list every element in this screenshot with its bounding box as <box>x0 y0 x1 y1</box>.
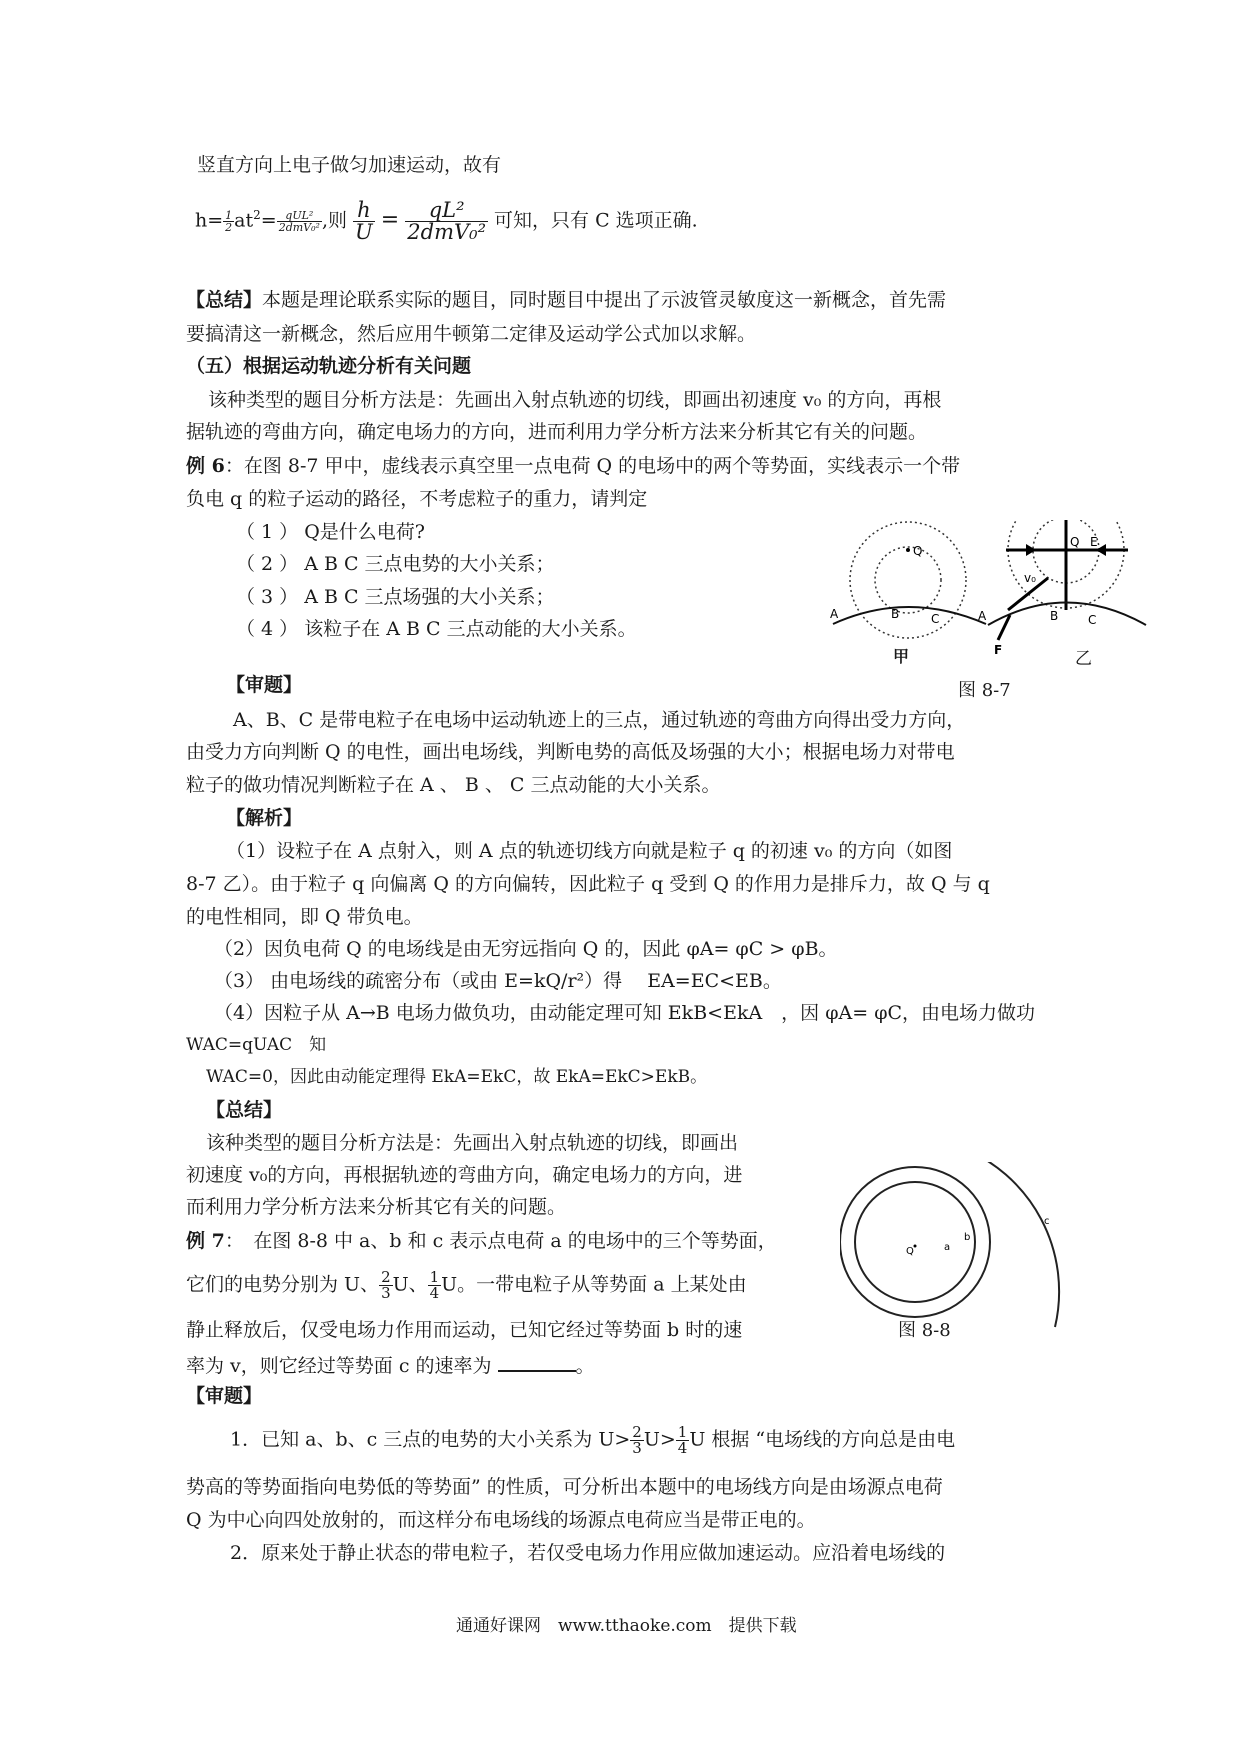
example7-text1: ： 在图 8-8 中 a、b 和 c 表示点电荷 a 的电场中的三个等势面， <box>224 1230 777 1252</box>
example7-line2 <box>186 1270 747 1301</box>
label-a-left: A <box>830 607 839 621</box>
label-q-88: Q <box>906 1246 914 1257</box>
review2-text1c: U 根据 “电场线的方向总是由电 <box>689 1428 956 1451</box>
label-e-right: E <box>1090 535 1098 549</box>
example7-tag: 例 7 <box>186 1230 225 1252</box>
example6-q2: （ 2 ） A B C 三点电势的大小关系； <box>236 553 555 575</box>
formula-sep: ,则 <box>321 209 347 232</box>
fraction-result: $\frac{\text{qL²}}{\text{2dmV₀²}}$ <box>407 198 486 244</box>
summary2-tag: 【总结】 <box>206 1099 283 1121</box>
review2-p1-line3: Q 为中心向四处放射的，而这样分布电场线的场源点电荷应当是带正电的。 <box>186 1509 816 1531</box>
label-c-left: C <box>931 612 940 626</box>
method-line1: 该种类型的题目分析方法是：先画出入射点轨迹的切线，即画出初速度 v₀ 的方向，再根 <box>208 389 942 411</box>
summary2-line2: 初速度 v₀的方向，再根据轨迹的弯曲方向，确定电场力的方向，进 <box>186 1164 743 1186</box>
example6-text1: ：在图 8-7 甲中，虚线表示真空里一点电荷 Q 的电场中的两个等势面，实线表示一个带 <box>224 455 961 477</box>
example6-q3: （ 3 ） A B C 三点场强的大小关系； <box>236 586 555 608</box>
example7-line1 <box>186 1230 777 1253</box>
review2-tag: 【审题】 <box>186 1385 263 1407</box>
example6-line2: 负电 q 的粒子运动的路径，不考虑粒子的重力，请判定 <box>186 488 648 510</box>
label-c-right: C <box>1088 613 1097 627</box>
equipotential-outer <box>850 522 966 638</box>
example7-text2a: 它们的电势分别为 U、 <box>186 1273 380 1296</box>
review1-line1: A、B、C 是带电粒子在电场中运动轨迹上的三点，通过轨迹的弯曲方向得出受力方向， <box>233 709 966 731</box>
example6-q1: （ 1 ） Q是什么电荷? <box>236 521 425 543</box>
review1-tag: 【审题】 <box>226 674 303 696</box>
review2-text1a: 1．已知 a、b、c 三点的电势的大小关系为 U> <box>230 1428 631 1451</box>
method-line2: 据轨迹的弯曲方向，确定电场力的方向，进而利用力学分析方法来分析其它有关的问题。 <box>186 421 928 443</box>
charge-point <box>914 1245 917 1248</box>
formula-sup: 2 <box>253 208 261 223</box>
analysis-2: （2）因负电荷 Q 的电场线是由无穷远指向 Q 的，因此 φA= φC > φB。 <box>214 938 838 960</box>
figure-left-jia <box>830 522 986 638</box>
summary2-line1: 该种类型的题目分析方法是：先画出入射点轨迹的切线，即画出 <box>206 1132 739 1154</box>
fraction-two-thirds: $\frac{2}{3}$ <box>381 1268 391 1302</box>
answer-blank[interactable] <box>498 1352 576 1372</box>
label-b-right: B <box>1050 609 1059 623</box>
formula-eq: = <box>260 209 277 232</box>
example6-tag: 例 6 <box>186 455 225 477</box>
fig-label-jia: 甲 <box>893 647 910 666</box>
label-b-left: B <box>891 607 900 621</box>
figure-8-7 <box>828 520 1148 670</box>
review2-text1b: U> <box>643 1428 676 1451</box>
label-v0-right: v₀ <box>1024 571 1036 585</box>
formula-eq2: = <box>380 207 400 233</box>
analysis-3: （3） 由电场线的疏密分布（或由 E=kQ/r²）得 EA=EC<EB。 <box>214 970 782 992</box>
review2-p1-line2: 势高的等势面指向电势低的等势面” 的性质，可分析出本题中的电场线方向是由场源点电荷 <box>186 1476 943 1498</box>
analysis-1-line1: （1）设粒子在 A 点射入，则 A 点的轨迹切线方向就是粒子 q 的初速 v₀ 的方向（如图 <box>226 840 953 862</box>
example7-text2c: U。一带电粒子从等势面 a 上某处由 <box>441 1273 747 1296</box>
fraction-one-quarter-2: $\frac{1}{4}$ <box>677 1423 688 1457</box>
example7-line3: 静止释放后，仅受电场力作用而运动，已知它经过等势面 b 时的速 <box>186 1319 743 1341</box>
label-c-88: c <box>1044 1216 1050 1227</box>
analysis-tag: 【解析】 <box>226 807 303 829</box>
label-q-right: Q <box>1070 535 1080 549</box>
example7-text4-end: 。 <box>575 1355 595 1377</box>
analysis-4-line3: WAC=0，因此由动能定理得 EkA=EkC，故 EkA=EkC>EkB。 <box>206 1067 708 1087</box>
analysis-4-line1: （4）因粒子从 A→B 电场力做负功，由动能定理可知 EkB<EkA ，因 φA= φC，由电场力做功 <box>214 1002 1036 1024</box>
text-vertical-motion: 竖直方向上电子做匀加速运动，故有 <box>197 154 502 176</box>
summary1-line1 <box>186 289 946 312</box>
analysis-4-line2: WAC=qUAC 知 <box>186 1035 327 1055</box>
fraction-one-quarter: $\frac{1}{4}$ <box>429 1268 440 1302</box>
label-f-right: F <box>994 643 1003 657</box>
page-footer: 通通好课网 www.tthaoke.com 提供下载 <box>456 1616 797 1636</box>
analysis-1-line2: 8-7 乙）。由于粒子 q 向偏离 Q 的方向偏转，因此粒子 q 受到 Q 的作用力是排斥力，故 Q 与 q <box>186 873 990 895</box>
equipotential-inner <box>875 547 941 613</box>
charge-q-dot <box>906 548 910 552</box>
example7-text4: 率为 v，则它经过等势面 c 的速率为 <box>186 1355 492 1377</box>
arrow-left <box>1026 544 1036 556</box>
summary1-text1: 本题是理论联系实际的题目，同时题目中提出了示波管灵敏度这一新概念，首先需 <box>262 289 947 311</box>
figure-right-yi <box>978 520 1146 657</box>
equipotential-b <box>855 1182 975 1302</box>
review1-line2: 由受力方向判断 Q 的电性，画出电场线，判断电势的高低及场强的大小；根据电场力对带电 <box>186 741 955 763</box>
formula-line <box>195 200 698 243</box>
formula-conclusion: 可知，只有 C 选项正确. <box>494 209 698 232</box>
fraction-h-over-u: $\frac{h}{U}$ <box>355 198 373 244</box>
label-b-88: b <box>964 1232 971 1243</box>
summary-tag: 【总结】 <box>186 289 263 311</box>
example6-line1 <box>186 455 960 478</box>
analysis-1-line3: 的电性相同，即 Q 带负电。 <box>186 906 423 928</box>
fraction-half: $\frac{1}{2}$ <box>225 209 233 234</box>
fraction-two-thirds-2: $\frac{2}{3}$ <box>632 1423 642 1457</box>
fig-label-yi: 乙 <box>1075 649 1092 669</box>
fraction-small: $\frac{\text{qUL²}}{\text{2dmV₀²}}$ <box>278 209 320 234</box>
figure-8-8-caption: 图 8-8 <box>898 1320 951 1341</box>
label-a-right: A <box>978 609 987 623</box>
summary2-line3: 而利用力学分析方法来分析其它有关的问题。 <box>186 1196 567 1218</box>
example7-text2b: U、 <box>392 1273 428 1296</box>
formula-h: h= <box>195 209 224 232</box>
review1-line3: 粒子的做功情况判断粒子在 A 、 B 、 C 三点动能的大小关系。 <box>186 774 721 796</box>
summary1-line2: 要搞清这一新概念，然后应用牛顿第二定律及运动学公式加以求解。 <box>186 323 757 345</box>
review2-p2: 2．原来处于静止状态的带电粒子，若仅受电场力作用应做加速运动。应沿着电场线的 <box>230 1542 946 1564</box>
example6-q4: （ 4 ） 该粒子在 A B C 三点动能的大小关系。 <box>236 618 637 640</box>
section-title: （五）根据运动轨迹分析有关问题 <box>186 355 472 377</box>
review2-p1-line1 <box>230 1425 955 1456</box>
label-q-left: Q <box>913 544 923 558</box>
formula-at: at <box>234 209 254 232</box>
trajectory-left <box>833 607 986 624</box>
figure-8-8 <box>840 1162 1080 1362</box>
label-a-88: a <box>944 1242 951 1253</box>
example7-line4 <box>186 1352 595 1378</box>
figure-8-7-caption: 图 8-7 <box>958 680 1011 701</box>
